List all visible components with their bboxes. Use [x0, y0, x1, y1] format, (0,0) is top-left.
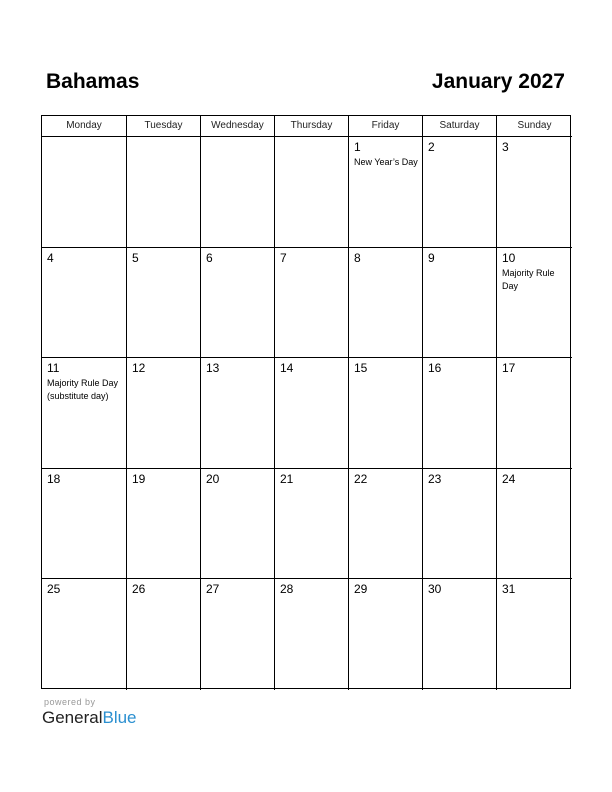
day-cell	[201, 248, 275, 359]
day-cell	[42, 579, 127, 690]
holiday-label: Majority Rule Day (substitute day)	[47, 378, 119, 401]
day-number: 30	[428, 582, 442, 596]
day-cell	[349, 358, 423, 469]
day-cell	[275, 137, 349, 248]
day-cell	[127, 469, 201, 580]
holiday-label: New Year’s Day	[354, 157, 418, 167]
day-number: 11	[47, 361, 60, 375]
day-cell	[497, 137, 572, 248]
day-cell	[42, 137, 127, 248]
powered-by-label: powered by	[44, 697, 96, 707]
day-number: 2	[428, 140, 435, 154]
day-cell	[423, 248, 497, 359]
day-number: 12	[132, 361, 146, 375]
generalblue-logo[interactable]	[42, 708, 137, 728]
day-number: 31	[502, 582, 516, 596]
day-cell	[497, 579, 572, 690]
day-cell	[423, 358, 497, 469]
day-number: 7	[280, 250, 287, 265]
day-cell	[349, 579, 423, 690]
day-number: 19	[132, 471, 146, 486]
day-number: 16	[428, 361, 442, 375]
day-number: 3	[502, 140, 509, 154]
day-number: 15	[354, 361, 368, 375]
brand-general: General	[42, 708, 103, 727]
day-number: 6	[206, 250, 213, 265]
day-cell	[349, 137, 423, 248]
day-number: 23	[428, 471, 442, 486]
day-number: 26	[132, 582, 146, 596]
day-number: 28	[280, 582, 294, 596]
day-number: 21	[280, 471, 294, 486]
day-cell	[497, 358, 572, 469]
day-number: 24	[502, 471, 516, 486]
day-number: 8	[354, 250, 361, 265]
day-cell	[42, 248, 127, 359]
day-cell	[127, 579, 201, 690]
country-title: Bahamas	[46, 70, 140, 93]
day-cell	[275, 469, 349, 580]
day-cell	[201, 579, 275, 690]
day-number: 17	[502, 361, 516, 375]
day-number: 27	[206, 582, 220, 596]
weekday-header-friday: Friday	[349, 116, 423, 137]
brand-blue: Blue	[102, 708, 137, 727]
day-cell	[127, 358, 201, 469]
day-cell	[275, 248, 349, 359]
day-cell	[42, 358, 127, 469]
calendar-grid	[41, 115, 571, 689]
day-cell	[275, 358, 349, 469]
day-number: 4	[47, 250, 54, 265]
day-cell	[127, 248, 201, 359]
day-number: 18	[47, 471, 61, 486]
weekday-header-thursday: Thursday	[275, 116, 349, 137]
day-cell	[423, 469, 497, 580]
day-number: 25	[47, 582, 61, 596]
day-number: 29	[354, 582, 368, 596]
day-cell	[349, 248, 423, 359]
weekday-header-sunday: Sunday	[497, 116, 572, 137]
day-cell	[423, 579, 497, 690]
day-cell	[497, 248, 572, 359]
day-number: 10	[502, 250, 516, 265]
holiday-label: Majority Rule Day	[502, 267, 555, 291]
day-cell	[349, 469, 423, 580]
month-year-title: January 2027	[431, 70, 565, 93]
day-cell	[201, 137, 275, 248]
weekday-header-monday: Monday	[42, 116, 127, 137]
weekday-header-tuesday: Tuesday	[127, 116, 201, 137]
day-cell	[201, 358, 275, 469]
weekday-header-saturday: Saturday	[423, 116, 497, 137]
day-number: 5	[132, 250, 139, 265]
day-number: 13	[206, 361, 220, 375]
day-number: 1	[354, 140, 361, 154]
day-cell	[423, 137, 497, 248]
day-number: 20	[206, 471, 220, 486]
day-number: 9	[428, 250, 435, 265]
day-cell	[497, 469, 572, 580]
weekday-header-wednesday: Wednesday	[201, 116, 275, 137]
day-cell	[201, 469, 275, 580]
day-number: 14	[280, 361, 294, 375]
day-cell	[275, 579, 349, 690]
day-number: 22	[354, 471, 368, 486]
day-cell	[42, 469, 127, 580]
day-cell	[127, 137, 201, 248]
